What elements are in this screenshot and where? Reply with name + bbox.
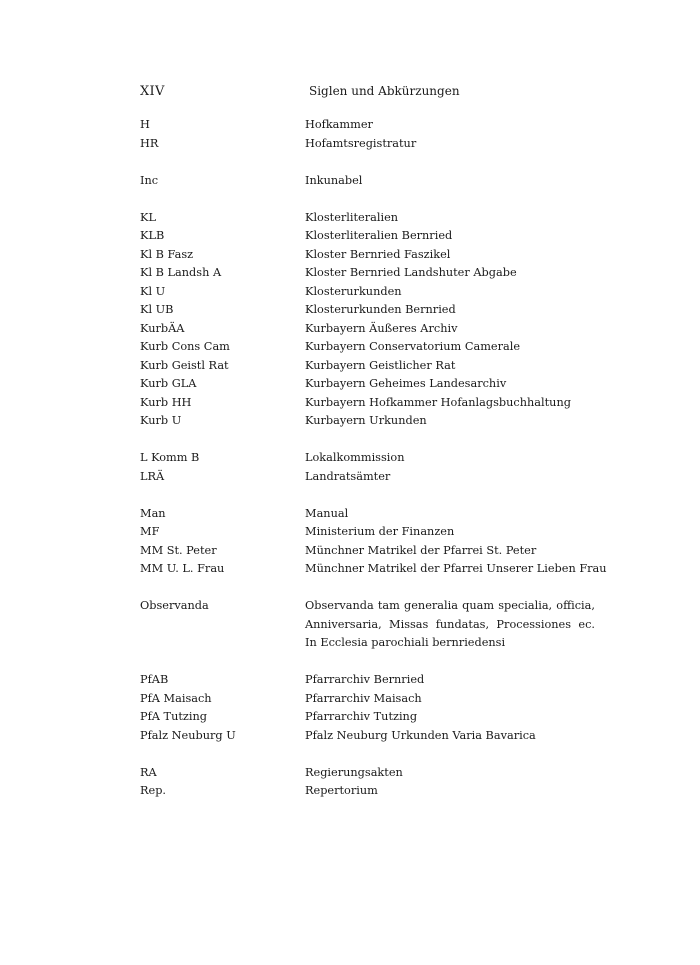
abbreviation: PfA Tutzing xyxy=(140,710,207,723)
abbreviation-entry xyxy=(0,449,700,468)
abbreviation-entry xyxy=(0,708,700,727)
abbreviation-expansion: Kurbayern Urkunden xyxy=(305,414,427,427)
abbreviation: MF xyxy=(140,525,160,538)
abbreviation-entry xyxy=(0,246,700,265)
abbreviation-expansion: Ministerium der Finanzen xyxy=(305,525,455,538)
abbreviation-expansion: Regierungsakten xyxy=(305,765,403,779)
abbreviation-expansion: Münchner Matrikel der Pfarrei St. Peter xyxy=(305,543,537,557)
abbreviation-entry xyxy=(0,227,700,246)
abbreviation-entry xyxy=(0,357,700,376)
abbreviation: Kl U xyxy=(140,284,166,298)
abbreviation-entry xyxy=(0,542,700,561)
group-spacer xyxy=(0,653,700,672)
abbreviation-expansion: Klosterliteralien xyxy=(305,210,399,224)
abbreviation-group xyxy=(0,597,700,653)
abbreviation-entry xyxy=(0,782,700,801)
abbreviation-expansion: Landratsämter xyxy=(305,469,391,483)
abbreviation-expansion: Kurbayern Geheimes Landesarchiv xyxy=(305,377,507,390)
running-title: Siglen und Abkürzungen xyxy=(309,84,460,98)
abbreviation-expansion: Kurbayern Hofkammer Hofanlagsbuchhaltung xyxy=(305,395,571,409)
abbreviation-entry xyxy=(0,209,700,228)
abbreviation-expansion: Pfarrarchiv Bernried xyxy=(305,673,425,686)
abbreviation-entry xyxy=(0,597,700,653)
abbreviation-entry xyxy=(0,320,700,339)
page-number: XIV xyxy=(140,84,165,99)
abbreviation: MM U. L. Frau xyxy=(140,562,225,575)
abbreviation-expansion: Pfarrarchiv Maisach xyxy=(305,691,422,705)
abbreviation: RA xyxy=(140,765,157,779)
abbreviation-expansion: Klosterurkunden xyxy=(305,284,402,298)
abbreviation: Kurb Cons Cam xyxy=(140,340,230,353)
abbreviation-expansion: Kloster Bernried Faszikel xyxy=(305,247,451,261)
abbreviation-entry xyxy=(0,523,700,542)
abbreviation: LRÄ xyxy=(140,469,165,483)
abbreviation-expansion: Kurbayern Geistlicher Rat xyxy=(305,358,456,372)
group-spacer xyxy=(0,486,700,505)
abbreviation-expansion: Hofamtsregistratur xyxy=(305,136,417,150)
abbreviation: Kurb GLA xyxy=(140,377,197,390)
abbreviation-entry xyxy=(0,560,700,579)
abbreviation-expansion: Kloster Bernried Landshuter Abgabe xyxy=(305,266,517,279)
abbreviation-expansion: Hofkammer xyxy=(305,118,373,131)
abbreviation-entry xyxy=(0,135,700,154)
abbreviation-expansion: Manual xyxy=(305,506,349,520)
abbreviation-expansion: Kurbayern Äußeres Archiv xyxy=(305,321,458,335)
abbreviation-expansion: Pfalz Neuburg Urkunden Varia Bavarica xyxy=(305,728,536,742)
abbreviation-expansion: Repertorium xyxy=(305,784,378,797)
abbreviation: Kl UB xyxy=(140,303,174,316)
abbreviation-entry xyxy=(0,375,700,394)
abbreviation-group xyxy=(0,209,700,431)
abbreviation-entry xyxy=(0,764,700,783)
abbreviation-entry xyxy=(0,671,700,690)
abbreviation: H xyxy=(140,118,150,131)
abbreviation-expansion: Inkunabel xyxy=(305,173,363,187)
abbreviation-entry xyxy=(0,468,700,487)
abbreviation: Kurb U xyxy=(140,414,182,427)
abbreviation-entry xyxy=(0,264,700,283)
abbreviation: Kurb HH xyxy=(140,395,192,409)
abbreviation-group xyxy=(0,172,700,191)
abbreviation-expansion: Lokalkommission xyxy=(305,451,405,464)
abbreviation: Inc xyxy=(140,173,159,187)
abbreviation: KLB xyxy=(140,229,165,242)
abbreviation: Kurb Geistl Rat xyxy=(140,358,229,372)
abbreviation-entry xyxy=(0,283,700,302)
abbreviation: MM St. Peter xyxy=(140,543,217,557)
abbreviation-expansion: Klosterurkunden Bernried xyxy=(305,303,456,316)
abbreviation: Kl B Landsh A xyxy=(140,266,222,279)
abbreviation-entry xyxy=(0,394,700,413)
abbreviation-group xyxy=(0,116,700,153)
group-spacer xyxy=(0,745,700,764)
abbreviation: Rep. xyxy=(140,784,167,797)
abbreviation: Kl B Fasz xyxy=(140,247,194,261)
abbreviation: Pfalz Neuburg U xyxy=(140,728,236,742)
abbreviation-entry xyxy=(0,690,700,709)
abbreviation-expansion: Kurbayern Conservatorium Camerale xyxy=(305,340,521,353)
abbreviation-entry xyxy=(0,301,700,320)
abbreviation-group xyxy=(0,671,700,745)
abbreviation-group xyxy=(0,505,700,579)
abbreviation-expansion: Pfarrarchiv Tutzing xyxy=(305,710,418,723)
abbreviation-entry xyxy=(0,172,700,191)
abbreviation: KurbÄA xyxy=(140,321,185,335)
abbreviation: Man xyxy=(140,506,166,520)
abbreviation-expansion: Münchner Matrikel der Pfarrei Unserer Lieben Frau xyxy=(305,562,607,575)
abbreviation: L Komm B xyxy=(140,451,200,464)
abbreviation-list xyxy=(0,116,700,801)
abbreviation-group xyxy=(0,449,700,486)
abbreviation-entry xyxy=(0,727,700,746)
abbreviation-expansion: Observanda tam generalia quam specialia, officia, Anniversaria, Missas fundatas, Processiones ec. In Ecclesia parochiali bernriedensi xyxy=(305,599,595,649)
abbreviation: PfA Maisach xyxy=(140,691,212,705)
group-spacer xyxy=(0,579,700,598)
abbreviation-group xyxy=(0,764,700,801)
abbreviation: PfAB xyxy=(140,673,169,686)
abbreviation: KL xyxy=(140,210,156,224)
group-spacer xyxy=(0,431,700,450)
abbreviation: HR xyxy=(140,136,159,150)
abbreviation-expansion: Klosterliteralien Bernried xyxy=(305,229,453,242)
abbreviation-entry xyxy=(0,116,700,135)
abbreviation-entry xyxy=(0,412,700,431)
abbreviation-entry xyxy=(0,338,700,357)
page-header xyxy=(0,84,700,104)
group-spacer xyxy=(0,153,700,172)
abbreviation-entry xyxy=(0,505,700,524)
abbreviation: Observanda xyxy=(140,599,209,612)
group-spacer xyxy=(0,190,700,209)
